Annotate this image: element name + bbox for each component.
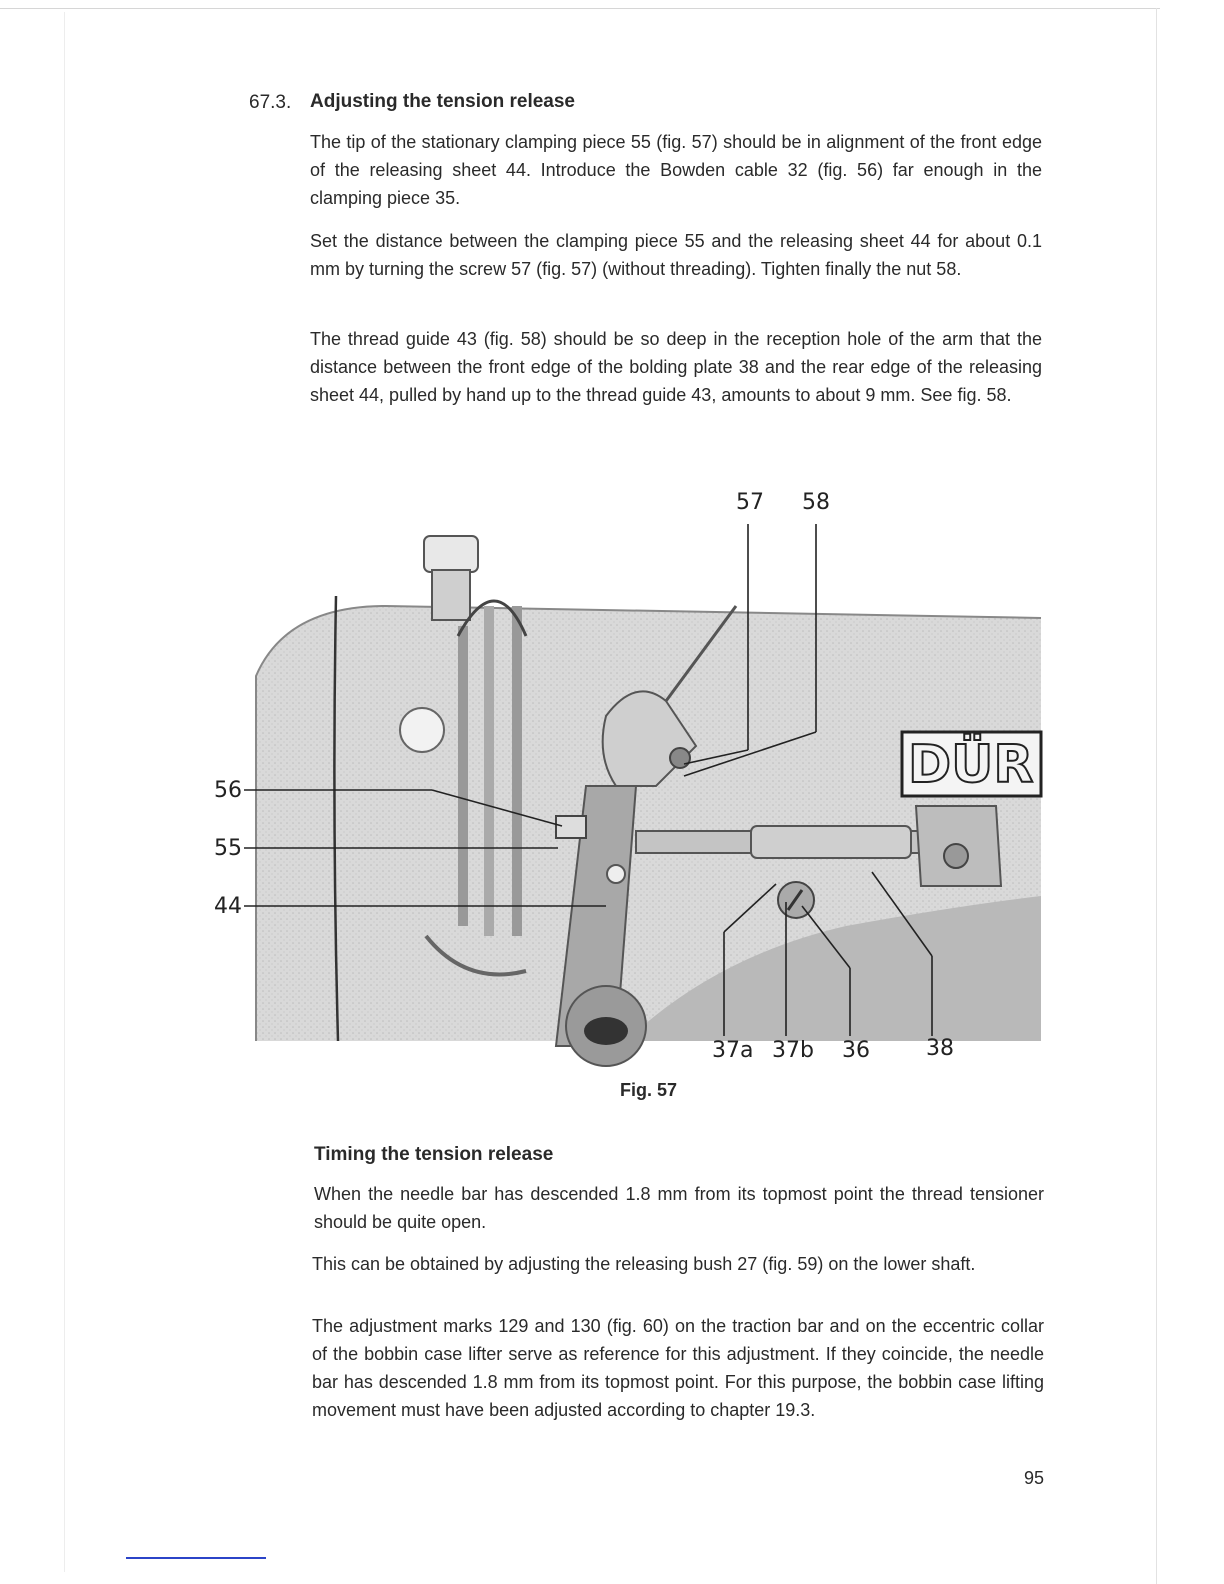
- callout-36: 36: [842, 1038, 870, 1063]
- figure-caption: Fig. 57: [620, 1080, 678, 1100]
- blue-rule: [126, 1557, 266, 1559]
- section-title: Adjusting the tension release: [310, 91, 575, 112]
- subsection-title: Timing the tension release: [314, 1144, 554, 1165]
- callout-37a: 37a: [712, 1038, 754, 1063]
- callout-37b: 37b: [772, 1038, 814, 1063]
- paragraph: This can be obtained by adjusting the releasing bush 27 (fig. 59) on the lower shaft.: [312, 1254, 976, 1274]
- paragraph: The adjustment marks 129 and 130 (fig. 60) on the traction bar and on the eccentric collar of the bobbin case lifter serve as reference for this adjustment. If they coincide, the needle bar has descended 1.8 mm from its topmost point. For this purpose, the bobbin case lifting movement must have been adjusted according to chapter 19.3.: [312, 1316, 1044, 1420]
- machine-photo: [196, 486, 1056, 1086]
- page-edge: [1156, 8, 1157, 1584]
- paragraph: Set the distance between the clamping piece 55 and the releasing sheet 44 for about 0.1 mm by turning the screw 57 (fig. 57) (without threading). Tighten finally the nut 58.: [310, 231, 1042, 279]
- page-edge: [64, 12, 65, 1572]
- callout-55: 55: [214, 836, 242, 861]
- callout-38: 38: [926, 1036, 954, 1061]
- page-edge: [0, 8, 1160, 9]
- paragraph: When the needle bar has descended 1.8 mm from its topmost point the thread tensioner should be quite open.: [314, 1184, 1044, 1232]
- paragraph: The thread guide 43 (fig. 58) should be so deep in the reception hole of the arm that the distance between the front edge of the bolding plate 38 and the rear edge of the releasing sheet 44, pulled by hand up to the thread guide 43, amounts to about 9 mm. See fig. 58.: [310, 329, 1042, 405]
- brand-logo: DÜR: [908, 735, 1034, 795]
- section-number: 67.3.: [249, 92, 292, 113]
- paragraph: The tip of the stationary clamping piece 55 (fig. 57) should be in alignment of the front edge of the releasing sheet 44. Introduce the Bowden cable 32 (fig. 56) far enough in the clamping piece 35.: [310, 132, 1042, 208]
- callout-57: 57: [736, 490, 764, 515]
- callout-44: 44: [214, 894, 242, 919]
- callout-56: 56: [214, 778, 242, 803]
- callout-58: 58: [802, 490, 830, 515]
- figure-57: [196, 486, 1056, 1086]
- page-number: 95: [1024, 1468, 1045, 1488]
